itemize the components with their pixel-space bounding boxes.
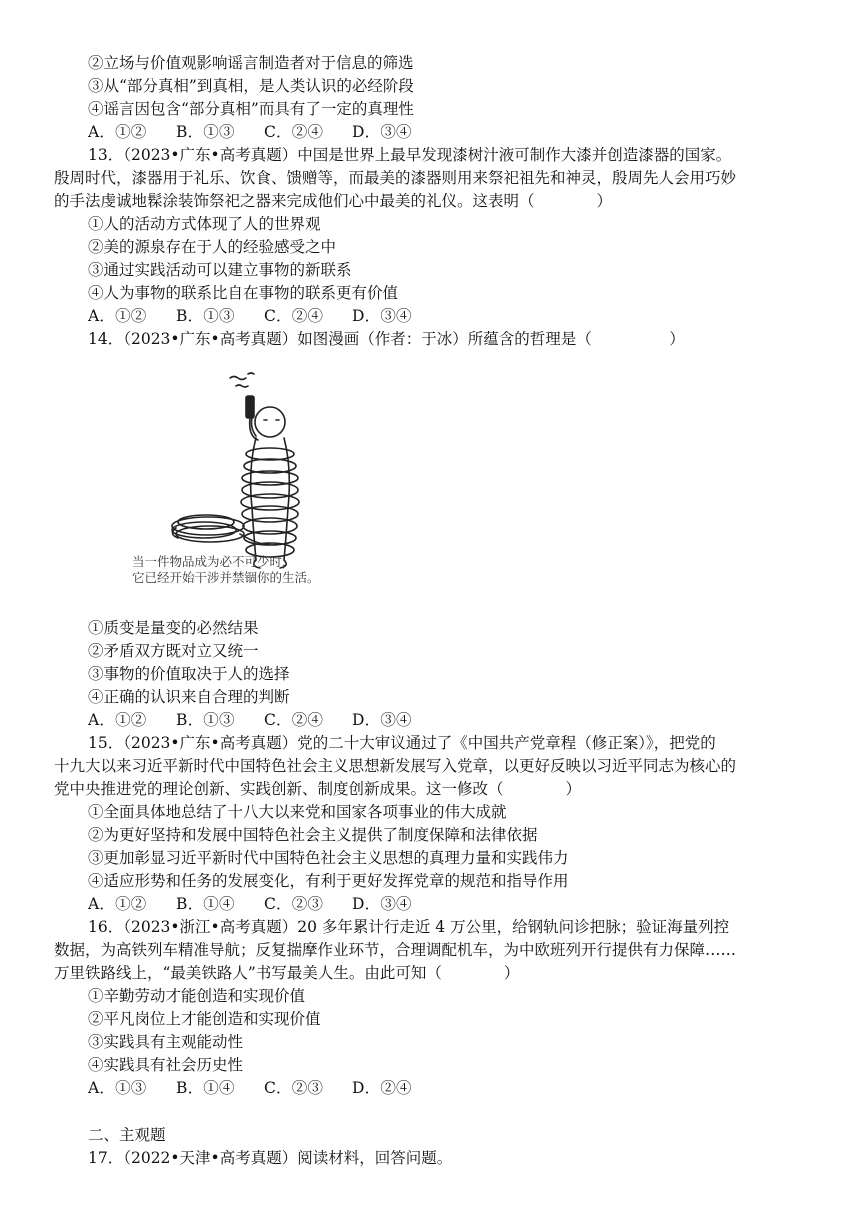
q15-options [88,893,412,915]
q14-item-2: ②矛盾双方既对立又统一 [88,642,259,660]
cartoon-caption-line-1: 当一件物品成为必不可少时， [132,554,295,569]
q13-item-2: ②美的源泉存在于人的经验感受之中 [88,238,337,256]
q12-options [88,121,412,143]
q16-item-3: ③实践具有主观能动性 [88,1033,244,1051]
q16-item-1: ①辛勤劳动才能创造和实现价值 [88,987,306,1005]
section-title: 二、主观题 [88,1126,166,1144]
q12-option-b[interactable]: B．①③ [176,123,235,141]
q14-stem: 14．（2023•广东•高考真题）如图漫画（作者：于冰）所蕴含的哲理是（ ） [88,330,685,348]
q14-item-1: ①质变是量变的必然结果 [88,619,259,637]
q16-option-c[interactable]: C．②③ [264,1079,324,1097]
q15-item-4: ④适应形势和任务的发展变化，有利于更好发挥党章的规范和指导作用 [88,872,569,890]
q13-stem-line-3: 的手法虔诚地髹涂装饰祭祀之器来完成他们心中最美的礼仪。这表明（ ） [54,192,613,210]
q15-stem-line-2: 十九大以来习近平新时代中国特色社会主义思想新发展写入党章，以更好反映以习近平同志为核心的 [54,757,737,775]
q13-stem-line-2: 殷周时代，漆器用于礼乐、饮食、馈赠等，而最美的漆器则用来祭祀祖先和神灵，殷周先人会用巧妙 [54,169,737,187]
q15-stem-line-3: 党中央推进党的理论创新、实践创新、制度创新成果。这一修改（ ） [54,780,582,798]
q15-item-2: ②为更好坚持和发展中国特色社会主义提供了制度保障和法律依据 [88,826,538,844]
q13-option-c[interactable]: C．②④ [264,307,324,325]
cartoon-image [118,366,408,596]
q15-option-b[interactable]: B．①④ [176,895,235,913]
q15-item-1: ①全面具体地总结了十八大以来党和国家各项事业的伟大成就 [88,803,507,821]
q16-option-a[interactable]: A．①③ [88,1079,147,1097]
q14-option-d[interactable]: D．③④ [352,711,412,729]
q13-item-3: ③通过实践活动可以建立事物的新联系 [88,261,352,279]
q15-item-3: ③更加彰显习近平新时代中国特色社会主义思想的真理力量和实践伟力 [88,849,569,867]
q12-item-2: ②立场与价值观影响谣言制造者对于信息的筛选 [88,54,414,72]
q14-option-a[interactable]: A．①② [88,711,147,729]
q15-stem-line-1: 15．（2023•广东•高考真题）党的二十大审议通过了《中国共产党章程（修正案）》，把党的 [88,734,716,752]
q13-item-1: ①人的活动方式体现了人的世界观 [88,215,321,233]
q16-stem-line-3: 万里铁路线上，“最美铁路人”书写最美人生。由此可知（ ） [54,964,520,982]
q14-item-4: ④正确的认识来自合理的判断 [88,688,290,706]
q15-option-a[interactable]: A．①② [88,895,147,913]
q13-options [88,305,412,327]
q16-options [88,1077,412,1099]
q16-stem-line-2: 数据，为高铁列车精准导航；反复揣摩作业环节，合理调配机车，为中欧班列开行提供有力保障…… [54,941,737,959]
q16-stem-line-1: 16．（2023•浙江•高考真题）20 多年累计行走近 4 万公里，给钢轨问诊把脉；验证海量列控 [88,918,730,936]
q12-item-3: ③从“部分真相”到真相，是人类认识的必经阶段 [88,77,414,95]
q13-item-4: ④人为事物的联系比自在事物的联系更有价值 [88,284,399,302]
q16-item-4: ④实践具有社会历史性 [88,1056,244,1074]
q14-option-b[interactable]: B．①③ [176,711,235,729]
q14-item-3: ③事物的价值取决于人的选择 [88,665,290,683]
q15-option-d[interactable]: D．③④ [352,895,412,913]
q16-option-b[interactable]: B．①④ [176,1079,235,1097]
q14-options [88,709,412,731]
q13-option-a[interactable]: A．①② [88,307,147,325]
cartoon-caption-line-2: 它已经开始干涉并禁锢你的生活。 [132,570,320,585]
q14-option-c[interactable]: C．②④ [264,711,324,729]
q16-option-d[interactable]: D．②④ [352,1079,412,1097]
q13-option-d[interactable]: D．③④ [352,307,412,325]
q16-item-2: ②平凡岗位上才能创造和实现价值 [88,1010,321,1028]
q13-stem-line-1: 13．（2023•广东•高考真题）中国是世界上最早发现漆树汁液可制作大漆并创造漆器的国家。 [88,146,732,164]
q12-option-c[interactable]: C．②④ [264,123,324,141]
q17-stem: 17．（2022•天津•高考真题）阅读材料，回答问题。 [88,1149,453,1167]
q12-option-a[interactable]: A．①② [88,123,147,141]
q13-option-b[interactable]: B．①③ [176,307,235,325]
q15-option-c[interactable]: C．②③ [264,895,324,913]
q12-option-d[interactable]: D．③④ [352,123,412,141]
q12-item-4: ④谣言因包含“部分真相”而具有了一定的真理性 [88,100,414,118]
